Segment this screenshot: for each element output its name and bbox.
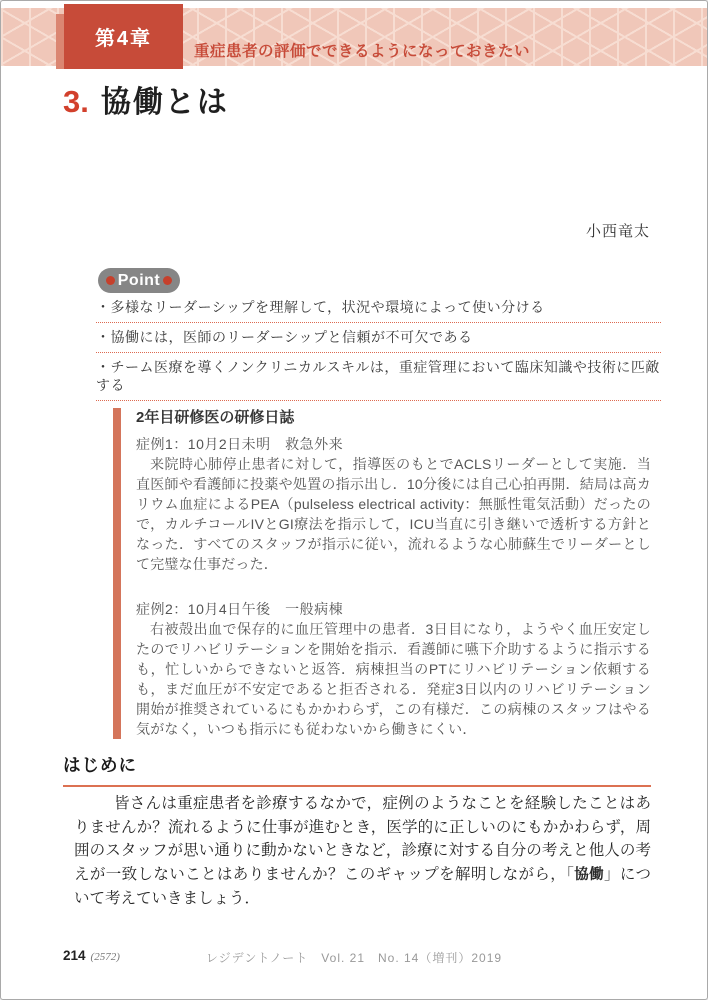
diary-case-2 [136,599,651,739]
point-list [96,293,661,401]
footer-page-numbers [63,948,120,963]
point-dot-icon [106,276,115,285]
case-body: 右被殻出血で保存的に血圧管理中の患者．3日目になり，ようやく血圧安定したのでリハビリテーションを開始を指示．看護師に嚥下介助するように指示するも，忙しいからできないと返答．病棟担当のPTにリハビリテーション依頼するも，まだ血圧が不安定であると拒否される．発症3日以内のリハビリテーション開始が推奨されているにもかかわらず，この有様だ．この病棟のスタッフはやる気がなく，いつも指示にも従わないから働きにくい． [136,621,651,737]
section-number: 3. [63,84,89,119]
intro-keyword: 協働 [574,866,605,883]
footer-journal-info: レジデントノート Vol. 21 No. 14（増刊）2019 [205,951,503,965]
intro-heading: はじめに [63,752,651,787]
author-name: 小西竜太 [585,223,650,240]
point-badge-label: Point [117,271,161,289]
section-title-text: 協働とは [100,86,229,119]
chapter-number-box [64,4,183,69]
diary-title: 2年目研修医の研修日誌 [136,409,295,426]
footer-page-number: 214 [63,948,86,963]
diary-case-1 [136,434,651,574]
chapter-subtitle: 重症患者の評価でできるようになっておきたい [194,43,531,60]
intro-paragraph [74,792,651,911]
point-badge [98,268,180,293]
intro-text: 皆さんは重症患者を診療するなかで，症例のようなことを経験したことはありませんか？流れるように仕事が進むとき，医学的に正しいのにもかかわらず，周囲のスタッフが思い通りに動かないときなど，診療に対する自分の考えと他人の考えが一致しないことはありませんか？このギャップを解明しながら，「 [74,795,651,883]
footer-page-number-alt: (2572) [90,951,120,963]
case-heading: 症例2：10月4日午後 一般病棟 [136,601,344,617]
point-dot-icon [163,276,172,285]
intro-text: 」について考えていきましょう． [74,865,651,907]
case-diary-box [113,408,651,739]
point-item: ・多様なリーダーシップを理解して，状況や環境によって使い分ける [96,293,661,323]
section-title [63,77,229,121]
case-heading: 症例1：10月2日未明 救急外来 [136,436,344,452]
chapter-number-label: 第4章 [94,28,153,50]
point-item: ・協働には，医師のリーダーシップと信頼が不可欠である [96,323,661,353]
point-item: ・チーム医療を導くノンクリニカルスキルは，重症管理において臨床知識や技術に匹敵する [96,353,661,401]
case-body: 来院時心肺停止患者に対して，指導医のもとでACLSリーダーとして実施．当直医師や看護師に投薬や処置の指示出し．10分後には自己心拍再開．結局は高カリウム血症によるPEA（pulseless electrical activity：無脈性電気活動）だったので，カルチコールIVとGI療法を指示して，ICU当直に引き継いで透析する方針となった．すべてのスタッフが指示に従い，流れるような心肺蘇生でリーダーとして完璧な仕事だった． [136,456,651,572]
